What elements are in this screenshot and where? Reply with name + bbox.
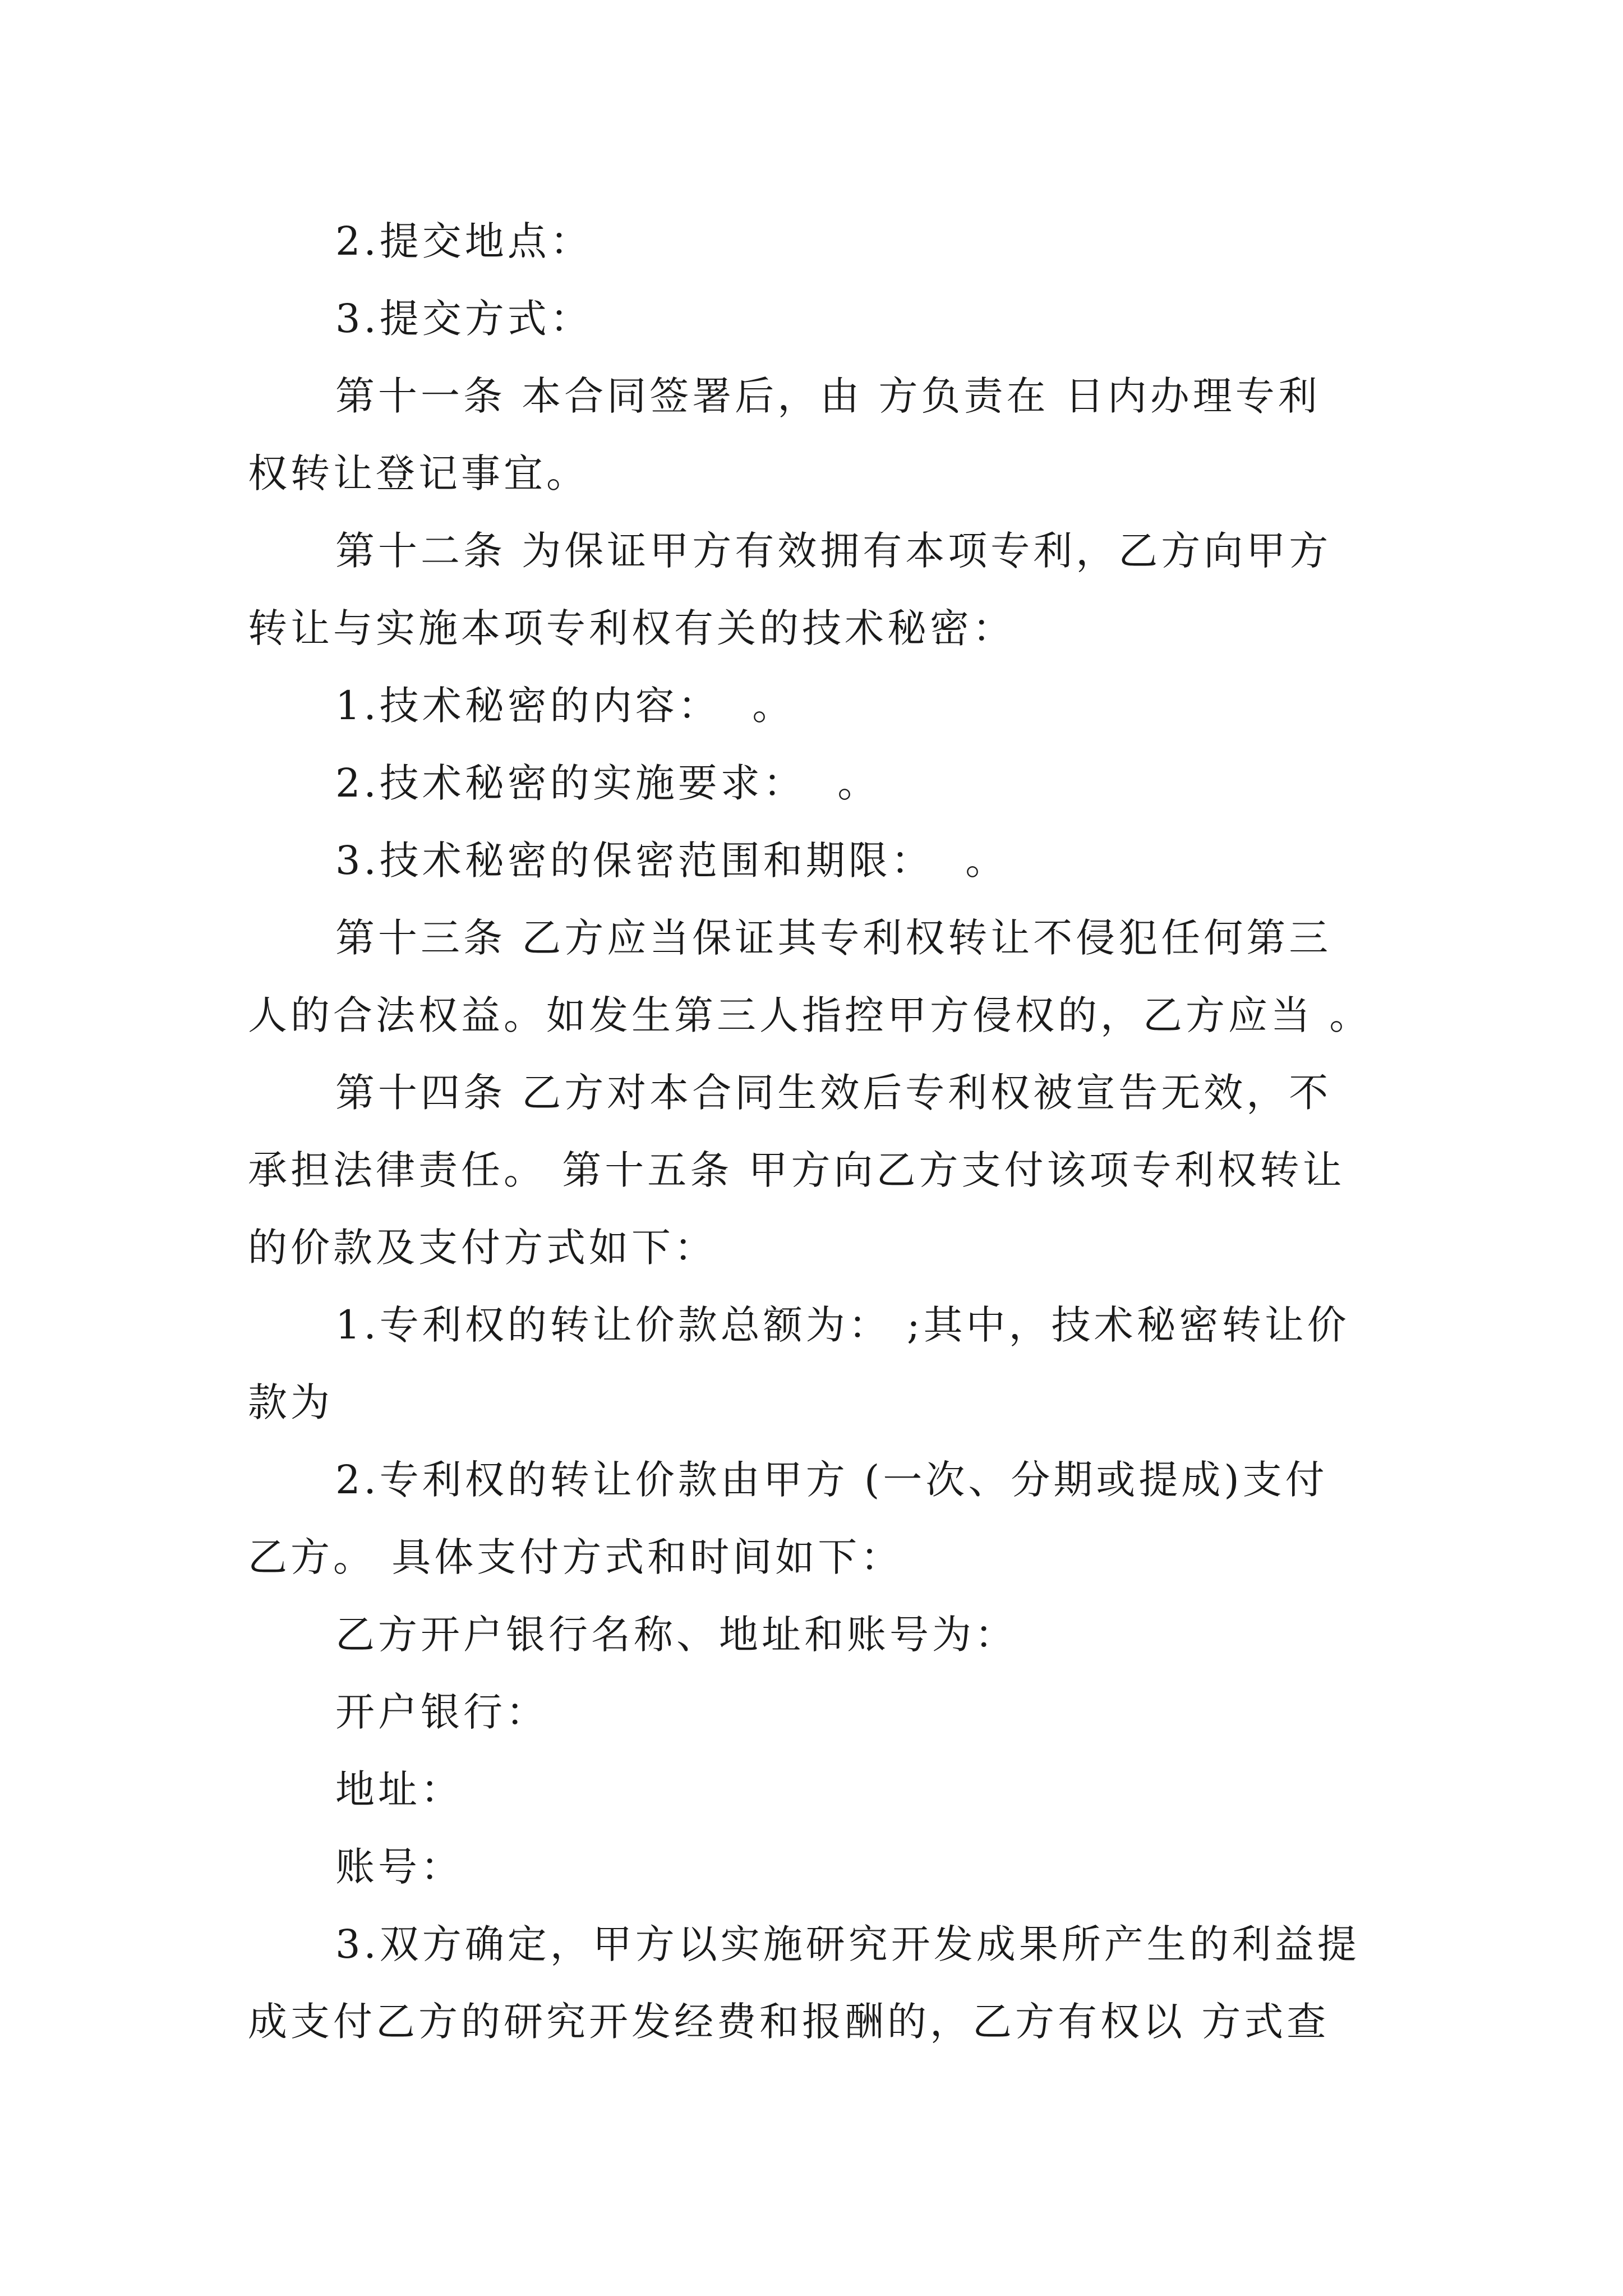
clause-15-item-2-line-2: 乙方。 具体支付方式和时间如下： <box>248 1534 903 1580</box>
clause-15-item-3-line-2: 成支付乙方的研究开发经费和报酬的，乙方有权以 方式查 <box>248 1999 1330 2045</box>
bank-info-heading: 乙方开户银行名称、地址和账号为： <box>335 1612 1017 1658</box>
clause-10-item-2: 2.提交地点： <box>335 218 593 264</box>
clause-11-line-1: 第十一条 本合同签署后，由 方负责在 日内办理专利 <box>335 373 1321 419</box>
clause-12-item-1: 1.技术秘密的内容： 。 <box>335 683 795 729</box>
clause-12-item-3: 3.技术秘密的保密范围和期限： 。 <box>335 838 1008 884</box>
clause-12-line-1: 第十二条 为保证甲方有效拥有本项专利，乙方向甲方 <box>335 528 1332 574</box>
bank-account-label: 账号： <box>335 1844 463 1890</box>
clause-15-line-2: 的价款及支付方式如下： <box>248 1225 717 1271</box>
clause-15-item-2-line-1: 2.专利权的转让价款由甲方 (一次、分期或提成)支付 <box>335 1457 1328 1503</box>
clause-15-item-1-line-2: 款为 <box>248 1379 333 1425</box>
clause-11-line-2: 权转让登记事宜。 <box>248 450 589 496</box>
clause-13-line-2: 人的合法权益。如发生第三人指控甲方侵权的，乙方应当 。 <box>248 992 1372 1038</box>
clause-14-15-line: 承担法律责任。 第十五条 甲方向乙方支付该项专利权转让 <box>248 1147 1345 1193</box>
bank-name-label: 开户银行： <box>335 1689 548 1735</box>
clause-15-item-3-line-1: 3.双方确定，甲方以实施研究开发成果所产生的利益提 <box>335 1921 1360 1967</box>
clause-13-line-1: 第十三条 乙方应当保证其专利权转让不侵犯任何第三 <box>335 915 1332 961</box>
clause-14-line-1: 第十四条 乙方对本合同生效后专利权被宣告无效，不 <box>335 1070 1332 1116</box>
clause-12-line-2: 转让与实施本项专利权有关的技术秘密： <box>248 605 1015 651</box>
clause-15-item-1-line-1: 1.专利权的转让价款总额为： ;其中，技术秘密转让价 <box>335 1302 1350 1348</box>
bank-address-label: 地址： <box>335 1766 463 1812</box>
clause-12-item-2: 2.技术秘密的实施要求： 。 <box>335 760 880 806</box>
clause-10-item-3: 3.提交方式： <box>335 296 593 342</box>
